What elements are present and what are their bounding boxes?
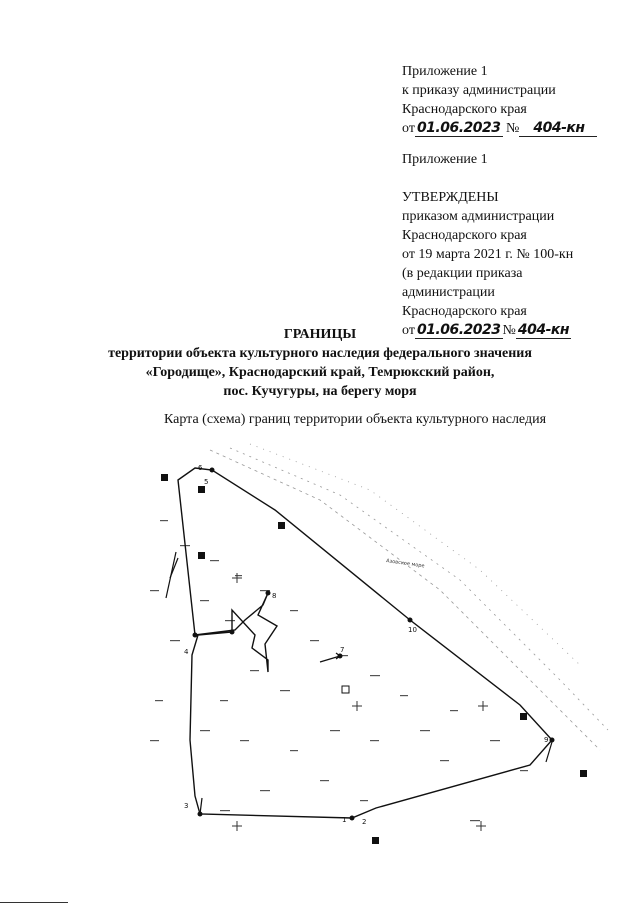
appendix-b-line6: администрации: [402, 285, 495, 300]
appendix-b: [402, 150, 573, 340]
appendix-b-line4: от 19 марта 2021 г. № 100-кн: [402, 247, 574, 262]
number-prefix: №: [502, 323, 516, 338]
footnote-line: [0, 902, 68, 903]
appendix-a-date-row: [402, 119, 597, 138]
handwritten-number: 404-кн: [519, 121, 597, 137]
date-prefix: от: [402, 121, 415, 136]
appendix-a: [402, 62, 597, 138]
sea-label: Азовское море: [385, 558, 425, 570]
point-label-2: 2: [362, 818, 367, 826]
point-label-5: 5: [204, 478, 209, 486]
point-label-6: 6: [198, 464, 203, 472]
point-label-group: [184, 464, 548, 826]
approved-label: УТВЕРЖДЕНЫ: [402, 190, 499, 205]
date-prefix: от: [402, 323, 415, 338]
vertex-dots: [193, 468, 555, 821]
spacer: [402, 169, 573, 188]
survey-marks: [150, 520, 528, 821]
boundary-polygon: [178, 468, 552, 818]
map-caption: Карта (схема) границ территории объекта культурного наследия: [163, 412, 547, 427]
title-main: ГРАНИЦЫ: [283, 327, 357, 342]
point-label-7: 7: [340, 646, 345, 654]
title-line3: пос. Кучугуры, на берегу моря: [223, 384, 417, 399]
point-label-4: 4: [184, 648, 189, 656]
point-label-3: 3: [184, 802, 189, 810]
handwritten-number: 404-кн: [517, 322, 570, 338]
point-label-10: 10: [408, 626, 417, 634]
boundary-map: [140, 440, 610, 850]
appendix-b-line7: Краснодарского края: [402, 304, 527, 319]
square-markers: [161, 474, 587, 844]
appendix-a-line3: Краснодарского края: [402, 102, 527, 117]
point-label-8: 8: [272, 592, 277, 600]
point-label-9: 9: [544, 736, 549, 744]
number-prefix: №: [506, 121, 520, 136]
appendix-b-line5: (в редакции приказа: [402, 266, 523, 281]
cross-marks: [232, 573, 488, 831]
appendix-b-line2: приказом администрации: [402, 209, 555, 224]
point-label-1: 1: [342, 816, 347, 824]
appendix-b-line1: Приложение 1: [402, 152, 488, 167]
title-line2: «Городище», Краснодарский край, Темрюкский район,: [145, 365, 495, 380]
handwritten-date: 01.06.2023: [416, 120, 501, 136]
appendix-a-line2: к приказу администрации: [402, 83, 556, 98]
shoreline: [210, 444, 608, 750]
appendix-a-line1: Приложение 1: [402, 64, 488, 79]
handwritten-date: 01.06.2023: [416, 322, 501, 338]
outline-marker: [342, 686, 349, 693]
appendix-b-line3: Краснодарского края: [402, 228, 527, 243]
title-line1: территории объекта культурного наследия федерального значения: [108, 346, 532, 361]
